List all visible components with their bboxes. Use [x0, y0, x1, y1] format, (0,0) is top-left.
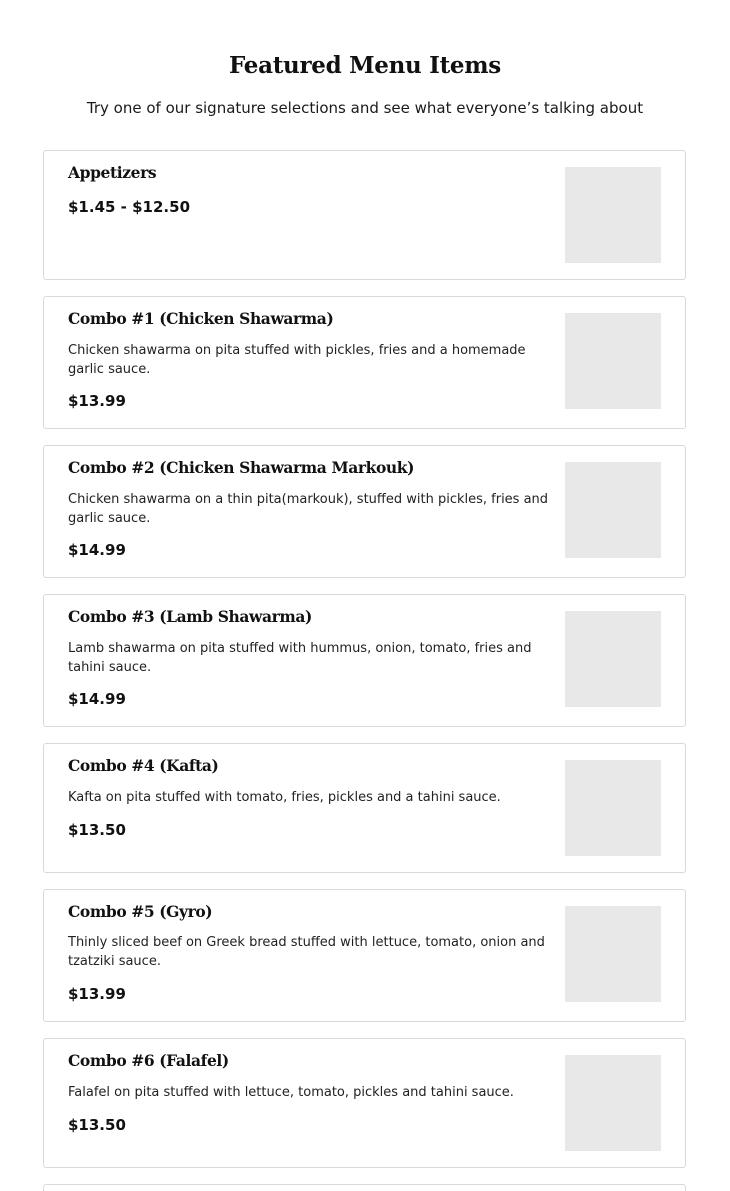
menu-item-name: Combo #3 (Lamb Shawarma) — [68, 607, 312, 626]
menu-item-image — [565, 462, 661, 558]
menu-item-image — [565, 167, 661, 263]
menu-item-name: Combo #5 (Gyro) — [68, 902, 213, 921]
menu-item-card-combo-6[interactable] — [43, 1038, 686, 1168]
menu-item-description: Chicken shawarma on pita stuffed with pickles, fries and a homemade garlic sauce. — [68, 343, 526, 377]
menu-item-name: Appetizers — [68, 163, 157, 182]
menu-item-description: Chicken shawarma on a thin pita(markouk), stuffed with pickles, fries and garlic sauce. — [68, 492, 549, 526]
menu-item-card-combo-3[interactable] — [43, 594, 686, 727]
menu-item-price: $14.99 — [68, 690, 126, 708]
menu-item-name: Combo #6 (Falafel) — [68, 1051, 229, 1070]
menu-item-image — [565, 611, 661, 707]
page-title: Featured Menu Items — [229, 52, 501, 79]
menu-item-card-combo-5[interactable] — [43, 889, 686, 1022]
menu-item-price: $14.99 — [68, 541, 126, 559]
menu-item-image — [565, 760, 661, 856]
menu-item-card-partial[interactable] — [43, 1184, 686, 1191]
menu-item-description: Thinly sliced beef on Greek bread stuffed with lettuce, tomato, onion and tzatziki sauce. — [68, 935, 545, 969]
menu-item-image — [565, 1055, 661, 1151]
menu-item-name: Combo #4 (Kafta) — [68, 756, 219, 775]
menu-item-price: $13.99 — [68, 392, 126, 410]
menu-item-image — [565, 906, 661, 1002]
menu-item-description: Kafta on pita stuffed with tomato, fries, pickles and a tahini sauce. — [68, 790, 501, 805]
menu-item-description: Lamb shawarma on pita stuffed with hummus, onion, tomato, fries and tahini sauce. — [68, 641, 532, 675]
menu-item-description: Falafel on pita stuffed with lettuce, tomato, pickles and tahini sauce. — [68, 1085, 514, 1100]
menu-item-name: Combo #1 (Chicken Shawarma) — [68, 309, 334, 328]
menu-item-price: $1.45 - $12.50 — [68, 198, 190, 216]
menu-item-card-combo-1[interactable] — [43, 296, 686, 429]
menu-item-card-appetizers[interactable] — [43, 150, 686, 280]
menu-item-card-combo-2[interactable] — [43, 445, 686, 578]
menu-item-price: $13.50 — [68, 821, 126, 839]
menu-item-image — [565, 313, 661, 409]
menu-item-card-combo-4[interactable] — [43, 743, 686, 873]
menu-item-name: Combo #2 (Chicken Shawarma Markouk) — [68, 458, 415, 477]
page-subtitle: Try one of our signature selections and see what everyone’s talking about — [86, 99, 644, 117]
menu-item-price: $13.50 — [68, 1116, 126, 1134]
menu-item-price: $13.99 — [68, 985, 126, 1003]
